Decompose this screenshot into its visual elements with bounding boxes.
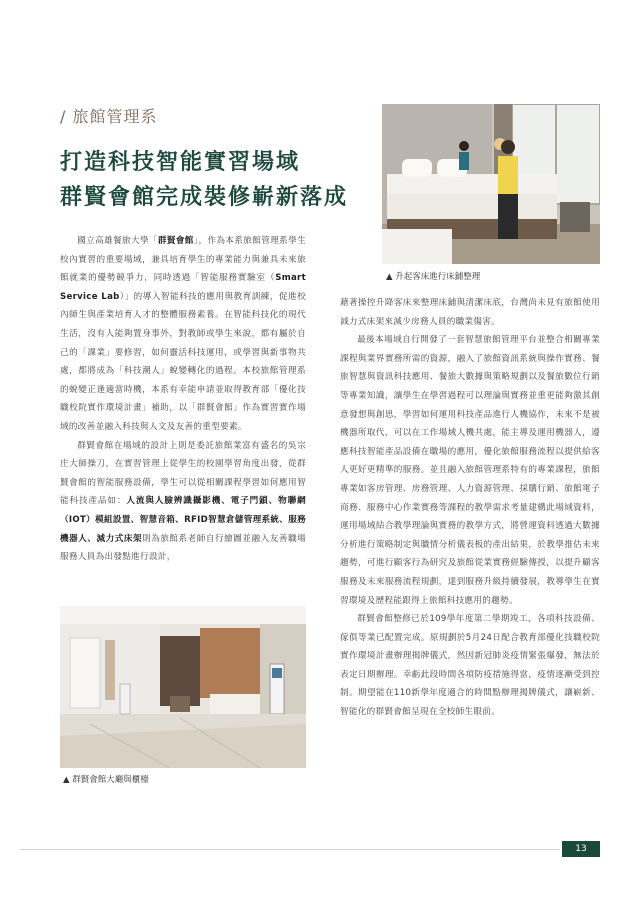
- left-paragraph: [60, 232, 306, 437]
- left-paragraph: [60, 437, 306, 567]
- bold-text: Smart Service Lab: [60, 273, 306, 302]
- text-run: ）」的導入智能科技的應用與教育訓練，促進校內師生與產業培育人才的整體服務素養。在智能科技化的現代生活，沒有人能夠置身事外，對教師或學生來說，都有屬於自己的「課業」要修習，如何靈活科技運用，或學習與新事物共處，都將成為「科技潮人」蛻變轉化的過程。本校旅館管理系的蛻變正逢適當時機，本系有幸能申請並取得教育部「優化技職校院實作環境計畫」補助，以「群賢會館」作為實習實作場域的改善並融入科技與人文及友善的重型要素。: [60, 291, 306, 432]
- title-line-2: 群賢會館完成裝修嶄新落成: [60, 184, 349, 210]
- page-number: 13: [562, 841, 600, 857]
- text-run: 國立高雄餐旅大學「: [77, 236, 158, 246]
- caption-bedroom: ▲ 升起客床進行床鋪整理: [386, 272, 481, 282]
- section-label: / 旅館管理系: [60, 107, 158, 126]
- bold-text: 人流與人臉辨識攝影機、電子門鎖、物聯網（IOT）模組設置、智慧音箱、RFID智慧倉儲管理系統、服務機器人、減力式床架: [60, 496, 306, 544]
- caption-lobby: ▲ 群賢會館大廳與櫃檯: [63, 775, 149, 785]
- text-run: 」，作為本系旅館管理系學生校內實習的重要場域，兼具培育學生的專業能力與兼具未來旅館就業的優勢競爭力，同時透過「智能服務實驗室（: [60, 236, 306, 284]
- text-run: 則為旅館系老師自行繪圖並融入友善職場服務人員為出發點進行設計，: [60, 533, 306, 563]
- bold-text: 群賢會館: [157, 236, 194, 246]
- right-paragraph: 最後本場域自行開發了一套智慧旅館管理平台並整合相關專業課程與業界實務所需的資源，融入了旅館資訊系統與操作實務、餐旅智慧與資訊科技應用、餐旅大數據與策略規劃以及餐旅數位行銷等專業知識，讓學生在學習過程可以理論與實務並重更能夠激其創意發想與創思，學習如何運用科技產品進行人機協作，未來不是被機器所取代，可以在工作場域人機共處，能主導及運用機器人，遵應科技智能產品設備在職場的應用，優化旅館服務流程以提供給客人更好更精準的服務。並且融入旅館管理系特有的專業課程，旅館專業如客房管理、房務管理、人力資源管理、採購行銷、旅館電子商務、服務中心作業實務等課程的教學需求考量建構此場域資料，運用場域結合教學理論與實務的教學方式，將營運資料透過大數據分析進行策略制定與職情分析儀表板的產出結果，於教學推估未來趨勢，可進行顧客行為研究及旅館從業實務經驗傳授，以提升顧客服務及未來服務流程規劃，達到服務升級持續發展，教導學生在實習環境及歷程能跟得上旅館科技應用的趨勢。: [340, 335, 600, 606]
- lobby-photo: [60, 606, 306, 768]
- bedroom-photo: [382, 104, 600, 264]
- right-column-text: [340, 294, 600, 722]
- title-line-1: 打造科技智能實習場域: [60, 149, 301, 175]
- right-paragraph: 群賢會館整修已於109學年度第二學期竣工，各項科技設備、傢俱等業已配置完成。原規劃於5月24日配合教育部優化技職校院實作環境計畫辦理揭牌儀式，然因新冠肺炎疫情緊張爆發，無法於表定日期辦理。幸虧此段時間各項防疫措施得當，疫情逐漸受到控制。期望能在110新學年度適合的時間點辦理揭牌儀式，讓嶄新、智能化的群賢會館呈現在全校師生眼前。: [340, 614, 600, 718]
- footer-rule: [20, 849, 560, 850]
- left-column-text: [60, 232, 306, 567]
- right-paragraph: 藉著操控升降客床來整理床鋪與清潔床底，台灣尚未見有旅館使用減力式床架來減少房務人員的職業傷害。: [340, 298, 600, 327]
- text-run: 群賢會館在場域的設計上則是委託旅館業富有盛名的吳宗庄大師操刀，在實習管理上從學生的校園學習角度出發，從群賢會館的智能服務設備，學生可以從相關課程學習如何應用智能科技產品如：: [60, 440, 306, 507]
